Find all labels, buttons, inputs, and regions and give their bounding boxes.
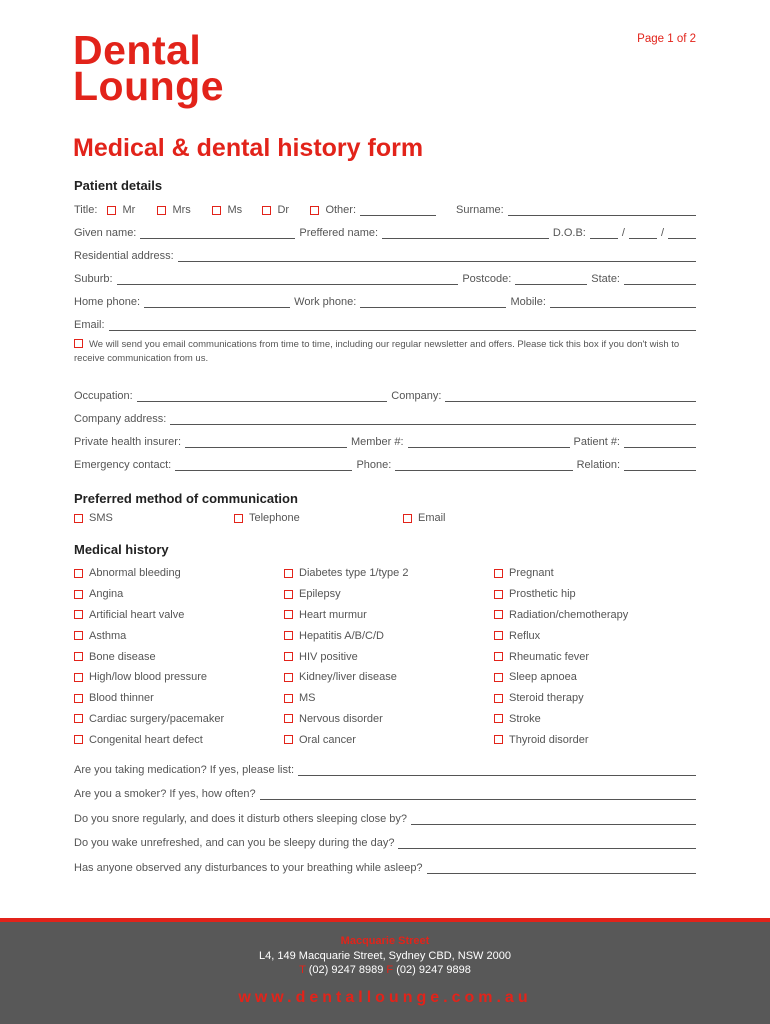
communication-options xyxy=(74,512,694,526)
condition-item[interactable] xyxy=(74,709,284,730)
condition-label: Steroid therapy xyxy=(509,692,584,705)
checkbox-icon[interactable] xyxy=(494,610,503,619)
checkbox-icon[interactable] xyxy=(494,694,503,703)
given-name-row xyxy=(74,225,696,239)
checkbox-icon[interactable] xyxy=(494,631,503,640)
residential-row xyxy=(74,248,696,262)
optout-note-text: We will send you email communications from time to time, including our regular newsletter and offers. Please tick this box if you don't wish to receive communication from us. xyxy=(74,339,680,364)
checkbox-icon[interactable] xyxy=(284,610,293,619)
condition-label: High/low blood pressure xyxy=(89,671,208,684)
member-label: Member #: xyxy=(350,436,404,448)
dob-label: D.O.B: xyxy=(552,227,586,239)
condition-label: HIV positive xyxy=(299,650,358,663)
question-answer-field[interactable] xyxy=(427,863,696,874)
condition-item[interactable] xyxy=(284,605,494,626)
condition-label: Hepatitis A/B/C/D xyxy=(299,629,384,642)
private-health-field[interactable] xyxy=(185,437,347,448)
checkbox-icon[interactable] xyxy=(234,514,243,523)
preferred-name-label: Preffered name: xyxy=(299,227,379,239)
private-health-label: Private health insurer: xyxy=(74,436,181,448)
checkbox-icon[interactable] xyxy=(74,714,83,723)
condition-item[interactable] xyxy=(284,709,494,730)
condition-item[interactable] xyxy=(494,688,704,709)
residential-address-field[interactable] xyxy=(178,251,696,262)
condition-item[interactable] xyxy=(74,605,284,626)
title-option-dr[interactable]: Dr xyxy=(262,204,310,216)
comm-option-email[interactable]: Email xyxy=(403,512,446,524)
communication-heading: Preferred method of communication xyxy=(74,491,298,506)
surname-field[interactable] xyxy=(508,205,696,216)
checkbox-icon[interactable] xyxy=(74,652,83,661)
home-phone-label: Home phone: xyxy=(74,296,141,308)
condition-item[interactable] xyxy=(284,667,494,688)
company-address-row xyxy=(74,411,696,425)
insurance-row xyxy=(74,434,696,448)
email-field[interactable] xyxy=(109,320,696,331)
checkbox-icon[interactable] xyxy=(74,673,83,682)
title-option-other[interactable]: Other: xyxy=(310,204,356,216)
condition-item[interactable] xyxy=(494,646,704,667)
condition-item[interactable] xyxy=(494,605,704,626)
question-row xyxy=(74,762,696,776)
condition-label: Oral cancer xyxy=(299,733,356,746)
state-label: State: xyxy=(591,273,620,285)
condition-label: Sleep apnoea xyxy=(509,671,577,684)
condition-item[interactable] xyxy=(74,667,284,688)
condition-label: Thyroid disorder xyxy=(509,733,589,746)
phone-row xyxy=(74,294,696,308)
dob-separator: / xyxy=(660,227,664,239)
relation-field[interactable] xyxy=(624,460,696,471)
condition-item[interactable] xyxy=(494,729,704,750)
condition-item[interactable] xyxy=(494,563,704,584)
condition-label: Pregnant xyxy=(509,567,554,580)
condition-label: Congenital heart defect xyxy=(89,733,203,746)
email-row xyxy=(74,317,696,331)
comm-option-sms[interactable]: SMS xyxy=(74,512,113,524)
preferred-name-field[interactable] xyxy=(382,228,549,239)
checkbox-icon[interactable] xyxy=(74,569,83,578)
checkbox-icon[interactable] xyxy=(494,735,503,744)
checkbox-icon[interactable] xyxy=(284,714,293,723)
logo-line-1: Dental xyxy=(73,27,202,73)
state-field[interactable] xyxy=(624,274,696,285)
other-title-field[interactable] xyxy=(360,205,436,216)
dob-day-field[interactable] xyxy=(590,228,618,239)
condition-label: Angina xyxy=(89,588,124,601)
title-row xyxy=(74,202,696,216)
company-label: Company: xyxy=(391,390,442,402)
home-phone-field[interactable] xyxy=(144,297,290,308)
question-label: Are you taking medication? If yes, please list: xyxy=(74,764,295,776)
email-optout-note xyxy=(74,338,694,366)
company-address-label: Company address: xyxy=(74,413,167,425)
mobile-field[interactable] xyxy=(550,297,696,308)
condition-label: Heart murmur xyxy=(299,608,367,621)
footer-website-link[interactable]: www.dentallounge.com.au xyxy=(238,989,532,1006)
relation-label: Relation: xyxy=(576,459,621,471)
title-label: Title: xyxy=(74,204,98,216)
question-row xyxy=(74,786,696,800)
checkbox-icon[interactable] xyxy=(284,735,293,744)
logo-line-2: Lounge xyxy=(73,63,225,109)
condition-label: Prosthetic hip xyxy=(509,588,576,601)
fax-number: (02) 9247 9898 xyxy=(396,964,471,976)
condition-item[interactable] xyxy=(284,729,494,750)
question-answer-field[interactable] xyxy=(260,789,696,800)
condition-label: Radiation/chemotherapy xyxy=(509,608,629,621)
tel-key: T xyxy=(299,964,306,976)
condition-item[interactable] xyxy=(74,625,284,646)
question-label: Has anyone observed any disturbances to your breathing while asleep? xyxy=(74,862,423,874)
condition-item[interactable] xyxy=(74,584,284,605)
footer xyxy=(0,918,770,1024)
suburb-field[interactable] xyxy=(117,274,459,285)
footer-location: Macquarie Street xyxy=(340,935,430,947)
checkbox-icon[interactable] xyxy=(284,569,293,578)
emergency-phone-label: Phone: xyxy=(356,459,392,471)
question-answer-field[interactable] xyxy=(411,814,696,825)
checkbox-icon[interactable] xyxy=(157,206,166,215)
checkbox-icon[interactable] xyxy=(403,514,412,523)
question-label: Are you a smoker? If yes, how often? xyxy=(74,788,256,800)
postcode-label: Postcode: xyxy=(462,273,512,285)
checkbox-icon[interactable] xyxy=(107,206,116,215)
condition-label: Abnormal bleeding xyxy=(89,567,181,580)
question-row xyxy=(74,811,696,825)
condition-label: Blood thinner xyxy=(89,692,154,705)
condition-item[interactable] xyxy=(74,729,284,750)
condition-item[interactable] xyxy=(74,646,284,667)
condition-label: Epilepsy xyxy=(299,588,341,601)
occupation-label: Occupation: xyxy=(74,390,133,402)
title-option-mrs[interactable]: Mrs xyxy=(157,204,212,216)
optout-checkbox-icon[interactable] xyxy=(74,339,83,348)
checkbox-icon[interactable] xyxy=(284,694,293,703)
checkbox-icon[interactable] xyxy=(284,631,293,640)
title-option-ms[interactable]: Ms xyxy=(212,204,262,216)
question-label: Do you wake unrefreshed, and can you be sleepy during the day? xyxy=(74,837,395,849)
emergency-contact-label: Emergency contact: xyxy=(74,459,172,471)
patient-number-label: Patient #: xyxy=(573,436,620,448)
condition-label: Stroke xyxy=(509,712,541,725)
condition-label: Bone disease xyxy=(89,650,156,663)
dob-year-field[interactable] xyxy=(668,228,696,239)
checkbox-icon[interactable] xyxy=(284,652,293,661)
suburb-label: Suburb: xyxy=(74,273,113,285)
checkbox-icon[interactable] xyxy=(74,735,83,744)
checkbox-icon[interactable] xyxy=(494,590,503,599)
suburb-row xyxy=(74,271,696,285)
postcode-field[interactable] xyxy=(515,274,587,285)
condition-label: Artificial heart valve xyxy=(89,608,185,621)
condition-item[interactable] xyxy=(494,667,704,688)
checkbox-icon[interactable] xyxy=(262,206,271,215)
work-phone-label: Work phone: xyxy=(294,296,357,308)
dob-separator: / xyxy=(621,227,625,239)
company-field[interactable] xyxy=(445,391,696,402)
checkbox-icon[interactable] xyxy=(494,714,503,723)
checkbox-icon[interactable] xyxy=(494,652,503,661)
fax-key: F xyxy=(386,964,394,976)
checkbox-icon[interactable] xyxy=(74,631,83,640)
checkbox-icon[interactable] xyxy=(212,206,221,215)
surname-label: Surname: xyxy=(456,204,504,216)
checkbox-icon[interactable] xyxy=(494,673,503,682)
form-title: Medical & dental history form xyxy=(73,134,424,162)
condition-item[interactable] xyxy=(494,625,704,646)
checkbox-icon[interactable] xyxy=(74,514,83,523)
condition-item[interactable] xyxy=(74,563,284,584)
member-field[interactable] xyxy=(408,437,570,448)
checkbox-icon[interactable] xyxy=(310,206,319,215)
checkbox-icon[interactable] xyxy=(284,673,293,682)
emergency-contact-field[interactable] xyxy=(175,460,352,471)
checkbox-icon[interactable] xyxy=(74,610,83,619)
mobile-label: Mobile: xyxy=(510,296,546,308)
patient-details-heading: Patient details xyxy=(74,178,163,193)
emergency-phone-field[interactable] xyxy=(395,460,572,471)
condition-label: Kidney/liver disease xyxy=(299,671,397,684)
condition-label: Nervous disorder xyxy=(299,712,383,725)
condition-label: Asthma xyxy=(89,629,127,642)
medical-conditions-list xyxy=(74,563,704,750)
checkbox-icon[interactable] xyxy=(74,590,83,599)
question-row xyxy=(74,860,696,874)
question-row xyxy=(74,835,696,849)
condition-item[interactable] xyxy=(284,646,494,667)
dob-month-field[interactable] xyxy=(629,228,657,239)
comm-option-telephone[interactable]: Telephone xyxy=(234,512,300,524)
residential-address-label: Residential address: xyxy=(74,250,174,262)
occupation-field[interactable] xyxy=(137,391,388,402)
condition-label: Reflux xyxy=(509,629,541,642)
company-address-field[interactable] xyxy=(170,414,696,425)
title-option-mr[interactable]: Mr xyxy=(107,204,157,216)
email-label: Email: xyxy=(74,319,105,331)
condition-label: Diabetes type 1/type 2 xyxy=(299,567,409,580)
condition-item[interactable] xyxy=(284,584,494,605)
given-name-field[interactable] xyxy=(140,228,295,239)
medical-history-heading: Medical history xyxy=(74,542,169,557)
checkbox-icon[interactable] xyxy=(284,590,293,599)
condition-item[interactable] xyxy=(284,563,494,584)
checkbox-icon[interactable] xyxy=(494,569,503,578)
condition-label: Rheumatic fever xyxy=(509,650,590,663)
question-answer-field[interactable] xyxy=(398,838,696,849)
occupation-row xyxy=(74,388,696,402)
given-name-label: Given name: xyxy=(74,227,137,239)
condition-item[interactable] xyxy=(284,625,494,646)
condition-label: MS xyxy=(299,692,316,705)
condition-item[interactable] xyxy=(494,709,704,730)
condition-label: Cardiac surgery/pacemaker xyxy=(89,712,225,725)
condition-item[interactable] xyxy=(74,688,284,709)
dental-lounge-logo xyxy=(73,27,225,109)
checkbox-icon[interactable] xyxy=(74,694,83,703)
emergency-row xyxy=(74,457,696,471)
question-answer-field[interactable] xyxy=(298,765,696,776)
footer-address: L4, 149 Macquarie Street, Sydney CBD, NSW 2000 xyxy=(259,950,511,962)
footer-phone-fax xyxy=(0,964,770,976)
work-phone-field[interactable] xyxy=(360,297,506,308)
question-label: Do you snore regularly, and does it disturb others sleeping close by? xyxy=(74,813,408,825)
tel-number: (02) 9247 8989 xyxy=(308,964,384,976)
patient-number-field[interactable] xyxy=(624,437,696,448)
condition-item[interactable] xyxy=(494,584,704,605)
condition-item[interactable] xyxy=(284,688,494,709)
page-number: Page 1 of 2 xyxy=(637,33,696,45)
